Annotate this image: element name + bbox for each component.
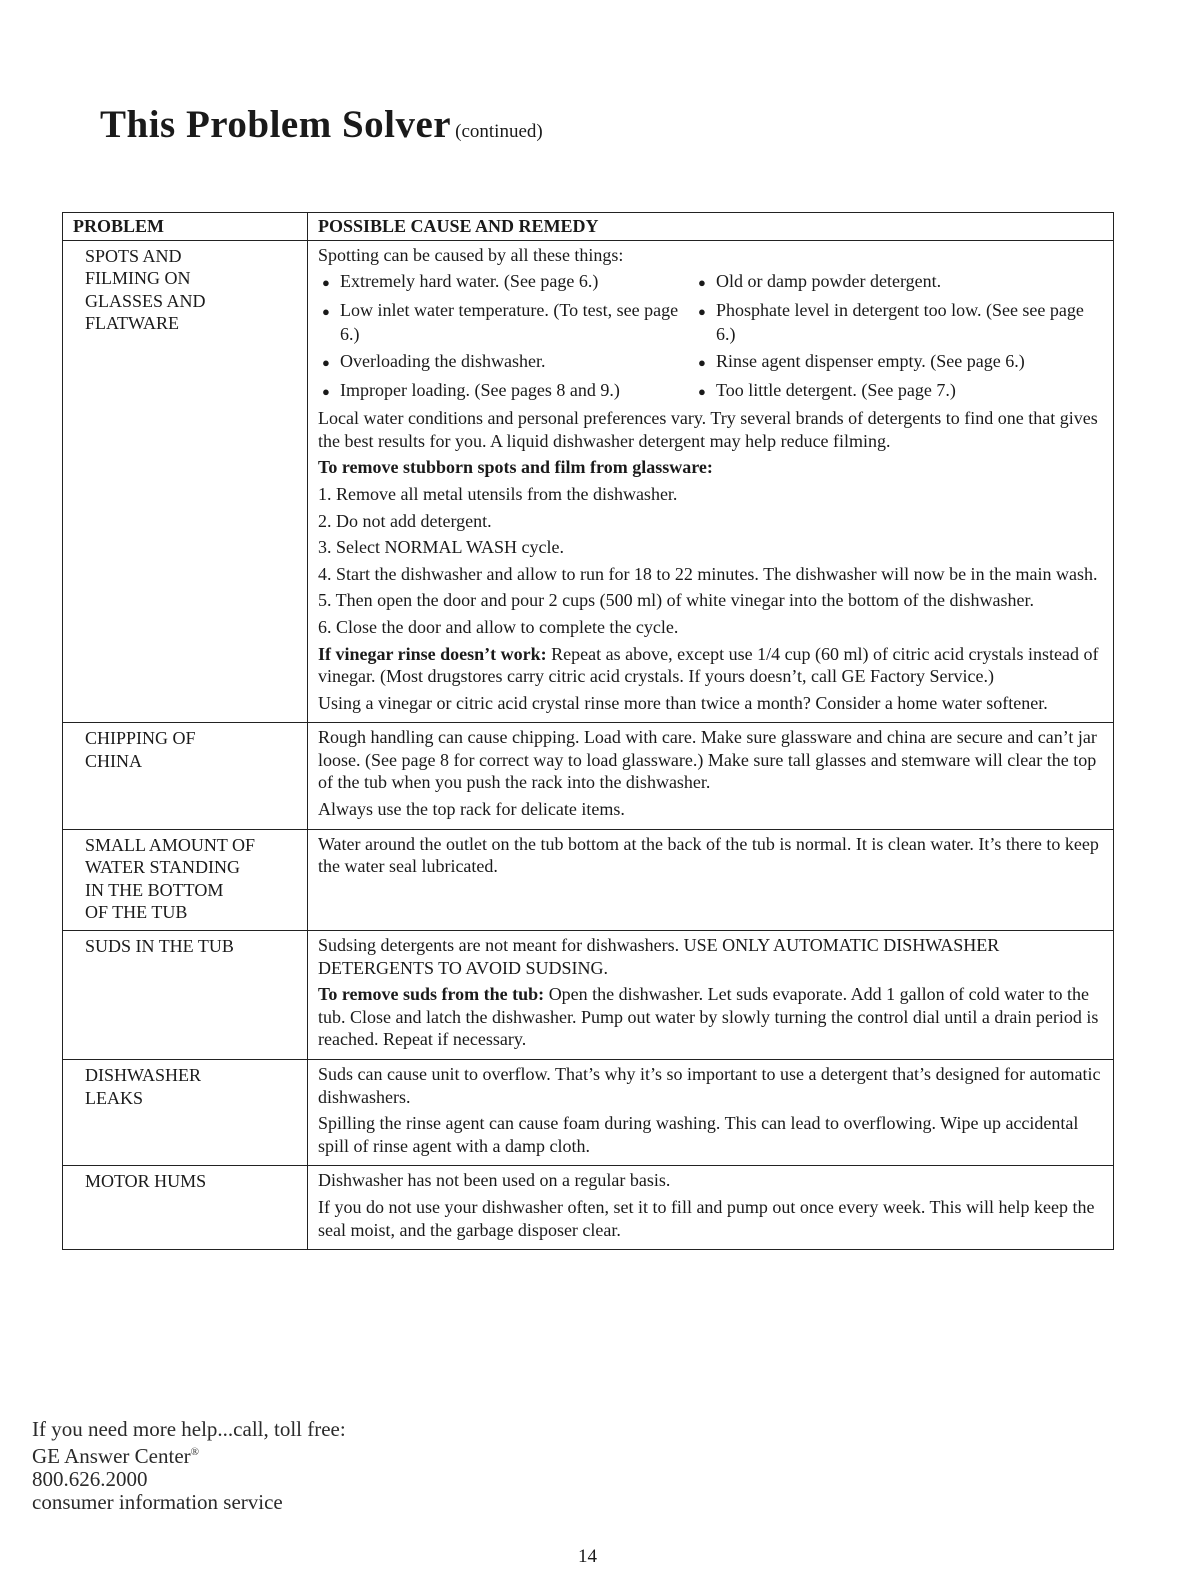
page-title-main: This Problem Solver — [100, 103, 452, 146]
answer-center-line — [32, 1441, 346, 1468]
bullet-icon: ● — [322, 354, 330, 370]
remedy-paragraph: Dishwasher has not been used on a regular basis. — [318, 1170, 671, 1191]
step-item: 5. Then open the door and pour 2 cups (500 ml) of white vinegar into the bottom of the dishwasher. — [318, 590, 1035, 611]
vinegar-text: Repeat as above, except use 1/4 cup (60 ml) of citric acid crystals instead of vinegar. (Most drugstores carry citric acid crystals. If yours doesn’t, call GE Factory Service.) — [318, 643, 1099, 687]
vinegar-label: If vinegar rinse doesn’t work: — [318, 643, 547, 664]
remedy-paragraph — [318, 983, 1105, 1051]
table-row — [63, 1166, 1114, 1250]
answer-center-name: GE Answer Center — [32, 1444, 191, 1468]
remedy-chipping — [308, 723, 1114, 829]
page-number: 14 — [578, 1546, 597, 1567]
bullet-icon: ● — [698, 275, 706, 291]
phone-number: 800.626.2000 — [32, 1467, 148, 1491]
problem-solver-table — [62, 212, 1114, 1250]
vinegar-paragraph — [318, 643, 1105, 688]
list-item: ● Old or damp powder detergent. — [694, 270, 1105, 295]
bullet-icon: ● — [698, 354, 706, 370]
list-item: ● Low inlet water temperature. (To test, see page 6.) — [322, 299, 679, 345]
remedy-paragraph: Suds can cause unit to overflow. That’s why it’s so important to use a detergent that’s designed for automatic dishwashers. — [318, 1064, 1101, 1107]
step-item: 3. Select NORMAL WASH cycle. — [318, 537, 564, 558]
remedy-water-standing — [308, 829, 1114, 930]
table-row — [63, 1060, 1114, 1166]
remedy-paragraph: Spilling the rinse agent can cause foam during washing. This can lead to overflowing. Wipe up accidental spill of rinse agent with a damp cloth. — [318, 1113, 1079, 1156]
problem-suds: SUDS IN THE TUB — [63, 931, 308, 1060]
bullet-icon: ● — [698, 303, 706, 319]
remedy-intro: Spotting can be caused by all these things: — [318, 244, 624, 265]
help-line: If you need more help...call, toll free: — [32, 1417, 346, 1441]
bullet-icon: ● — [322, 275, 330, 291]
remedy-spots-filming — [308, 240, 1114, 723]
step-item: 1. Remove all metal utensils from the dishwasher. — [318, 483, 678, 504]
remedy-closing: Using a vinegar or citric acid crystal rinse more than twice a month? Consider a home water softener. — [318, 692, 1048, 713]
remedy-motor-hums — [308, 1166, 1114, 1250]
remedy-paragraph: Water around the outlet on the tub bottom at the back of the tub is normal. It is clean water. It’s there to keep the water seal lubricated. — [318, 833, 1099, 877]
bullet-icon: ● — [322, 383, 330, 399]
list-item: ● Extremely hard water. (See page 6.) — [318, 270, 688, 295]
remedy-paragraph: Rough handling can cause chipping. Load with care. Make sure glassware and china are secure and can’t jar loose. (See page 8 for correct way to load glassware.) Make sure tall glasses and stemware will clear the top of the tub when you push the rack into the dishwasher. — [318, 727, 1097, 793]
suds-text: Open the dishwasher. Let suds evaporate. Add 1 gallon of cold water to the tub. Close and latch the dishwasher. Pump out water by slowly turning the control dial until a drain period is reached. Repeat if necessary. — [318, 984, 1099, 1050]
table-header-row — [63, 213, 1114, 241]
problem-motor-hums: MOTOR HUMS — [63, 1166, 308, 1250]
remedy-leaks — [308, 1060, 1114, 1166]
bullet-icon: ● — [698, 383, 706, 399]
problem-leaks: DISHWASHER LEAKS — [63, 1060, 308, 1166]
page-title — [100, 102, 543, 147]
problem-water-standing: SMALL AMOUNT OF WATER STANDING IN THE BOTTOM OF THE TUB — [63, 829, 308, 930]
remedy-paragraph: Always use the top rack for delicate items. — [318, 799, 625, 820]
list-item: ● Rinse agent dispenser empty. (See page 6.) — [694, 350, 1105, 375]
table-row — [63, 931, 1114, 1060]
step-item: 4. Start the dishwasher and allow to run for 18 to 22 minutes. The dishwasher will now be in the main wash. — [318, 563, 1098, 584]
problem-spots-filming: SPOTS AND FILMING ON GLASSES AND FLATWARE — [63, 240, 308, 723]
remedy-subheading: To remove stubborn spots and film from glassware: — [318, 457, 713, 478]
list-item: ● Improper loading. (See pages 8 and 9.) — [318, 379, 688, 404]
suds-label: To remove suds from the tub: — [318, 984, 545, 1005]
step-item: 2. Do not add detergent. — [318, 510, 492, 531]
remedy-note: Local water conditions and personal preferences vary. Try several brands of detergents to find one that gives the best results for you. A liquid dishwasher detergent may help reduce filming. — [318, 408, 1098, 451]
list-item: ● Phosphate level in detergent too low. (See see page 6.) — [698, 299, 1084, 345]
help-footer — [32, 1418, 346, 1514]
list-item: ● Overloading the dishwasher. — [318, 350, 688, 375]
registered-mark: ® — [190, 1446, 199, 1458]
table-row — [63, 723, 1114, 829]
table-row — [63, 829, 1114, 930]
problem-chipping: CHIPPING OF CHINA — [63, 723, 308, 829]
remedy-paragraph: If you do not use your dishwasher often, set it to fill and pump out once every week. This will help keep the seal moist, and the garbage disposer clear. — [318, 1196, 1095, 1240]
page-title-continued: (continued) — [455, 121, 543, 142]
bullet-icon: ● — [322, 303, 330, 319]
cause-list — [318, 270, 1105, 403]
remedy-suds — [308, 931, 1114, 1060]
list-item: ● Too little detergent. (See page 7.) — [694, 379, 1105, 404]
step-item: 6. Close the door and allow to complete the cycle. — [318, 616, 679, 637]
remedy-paragraph: Sudsing detergents are not meant for dishwashers. USE ONLY AUTOMATIC DISHWASHER DETERGENTS TO AVOID SUDSING. — [318, 935, 1000, 978]
info-service-line: consumer information service — [32, 1490, 283, 1514]
header-remedy: POSSIBLE CAUSE AND REMEDY — [308, 213, 1114, 241]
table-row — [63, 240, 1114, 723]
header-problem: PROBLEM — [63, 213, 308, 241]
